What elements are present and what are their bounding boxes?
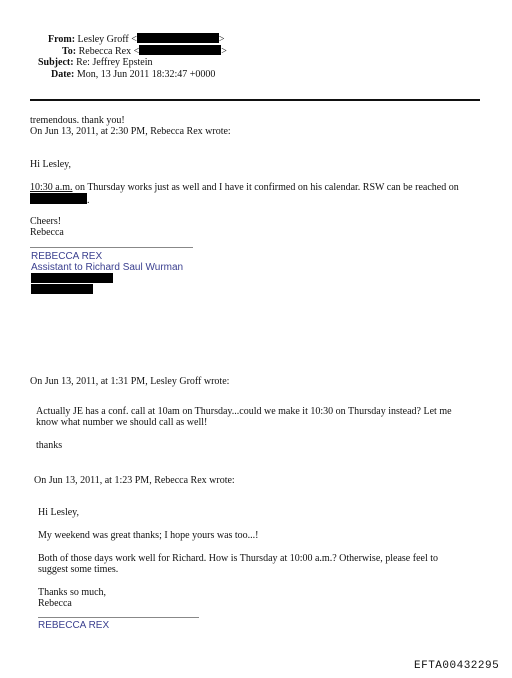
redaction-block <box>139 45 221 55</box>
redaction-block <box>31 284 93 294</box>
msg3-line1: My weekend was great thanks; I hope yours was too...! <box>38 530 259 541</box>
signature-rule <box>30 247 193 248</box>
msg3-intro: On Jun 13, 2011, at 1:23 PM, Rebecca Rex wrote: <box>34 475 235 486</box>
reply-quote-intro: On Jun 13, 2011, at 2:30 PM, Rebecca Rex wrote: <box>30 126 231 137</box>
msg1-line <box>30 182 459 194</box>
header-date <box>51 69 215 81</box>
redaction-block <box>30 193 87 204</box>
redaction-block <box>31 273 113 283</box>
msg1-sig-title: Assistant to Richard Saul Wurman <box>31 262 184 273</box>
signature-rule <box>38 617 199 618</box>
msg2-line1: Actually JE has a conf. call at 10am on Thursday...could we make it 10:30 on Thursday instead? Let me <box>36 406 452 417</box>
msg3-closing: Thanks so much, <box>38 587 107 598</box>
reply-text: tremendous. thank you! <box>30 115 125 126</box>
msg1-period: . <box>87 195 90 206</box>
msg1-time: 10:30 a.m. <box>30 182 73 193</box>
msg1-greeting: Hi Lesley, <box>30 159 72 170</box>
to-label: To: <box>62 46 77 57</box>
subject-label: Subject: <box>38 57 74 68</box>
msg1-sig-name: REBECCA REX <box>31 251 103 262</box>
msg3-line3: suggest some times. <box>38 564 119 575</box>
header-subject <box>38 57 153 69</box>
from-close: > <box>218 34 225 45</box>
msg2-thanks: thanks <box>36 440 63 451</box>
date-label: Date: <box>51 69 75 80</box>
subject-value: Re: Jeffrey Epstein <box>76 57 153 68</box>
redaction-block <box>137 33 219 43</box>
header-divider <box>30 99 480 101</box>
msg3-line2: Both of those days work well for Richard. How is Thursday at 10:00 a.m.? Otherwise, please feel to <box>38 553 438 564</box>
to-value: Rebecca Rex < <box>78 46 140 57</box>
msg1-name: Rebecca <box>30 227 64 238</box>
document-id: EFTA00432295 <box>414 660 500 672</box>
from-label-text: From: <box>48 34 76 45</box>
msg3-greeting: Hi Lesley, <box>38 507 80 518</box>
msg3-sig-name: REBECCA REX <box>38 620 110 631</box>
from-value: Lesley Groff < <box>77 34 137 45</box>
msg2-intro: On Jun 13, 2011, at 1:31 PM, Lesley Groff wrote: <box>30 376 230 387</box>
msg1-text: on Thursday works just as well and I have it confirmed on his calendar. RSW can be reached on <box>72 182 459 193</box>
to-close: > <box>221 46 227 57</box>
msg2-line2: know what number we should call as well! <box>36 417 208 428</box>
msg1-cheers: Cheers! <box>30 216 62 227</box>
msg3-name: Rebecca <box>38 598 72 609</box>
msg1-line2 <box>30 193 90 207</box>
date-value: Mon, 13 Jun 2011 18:32:47 +0000 <box>76 69 216 80</box>
